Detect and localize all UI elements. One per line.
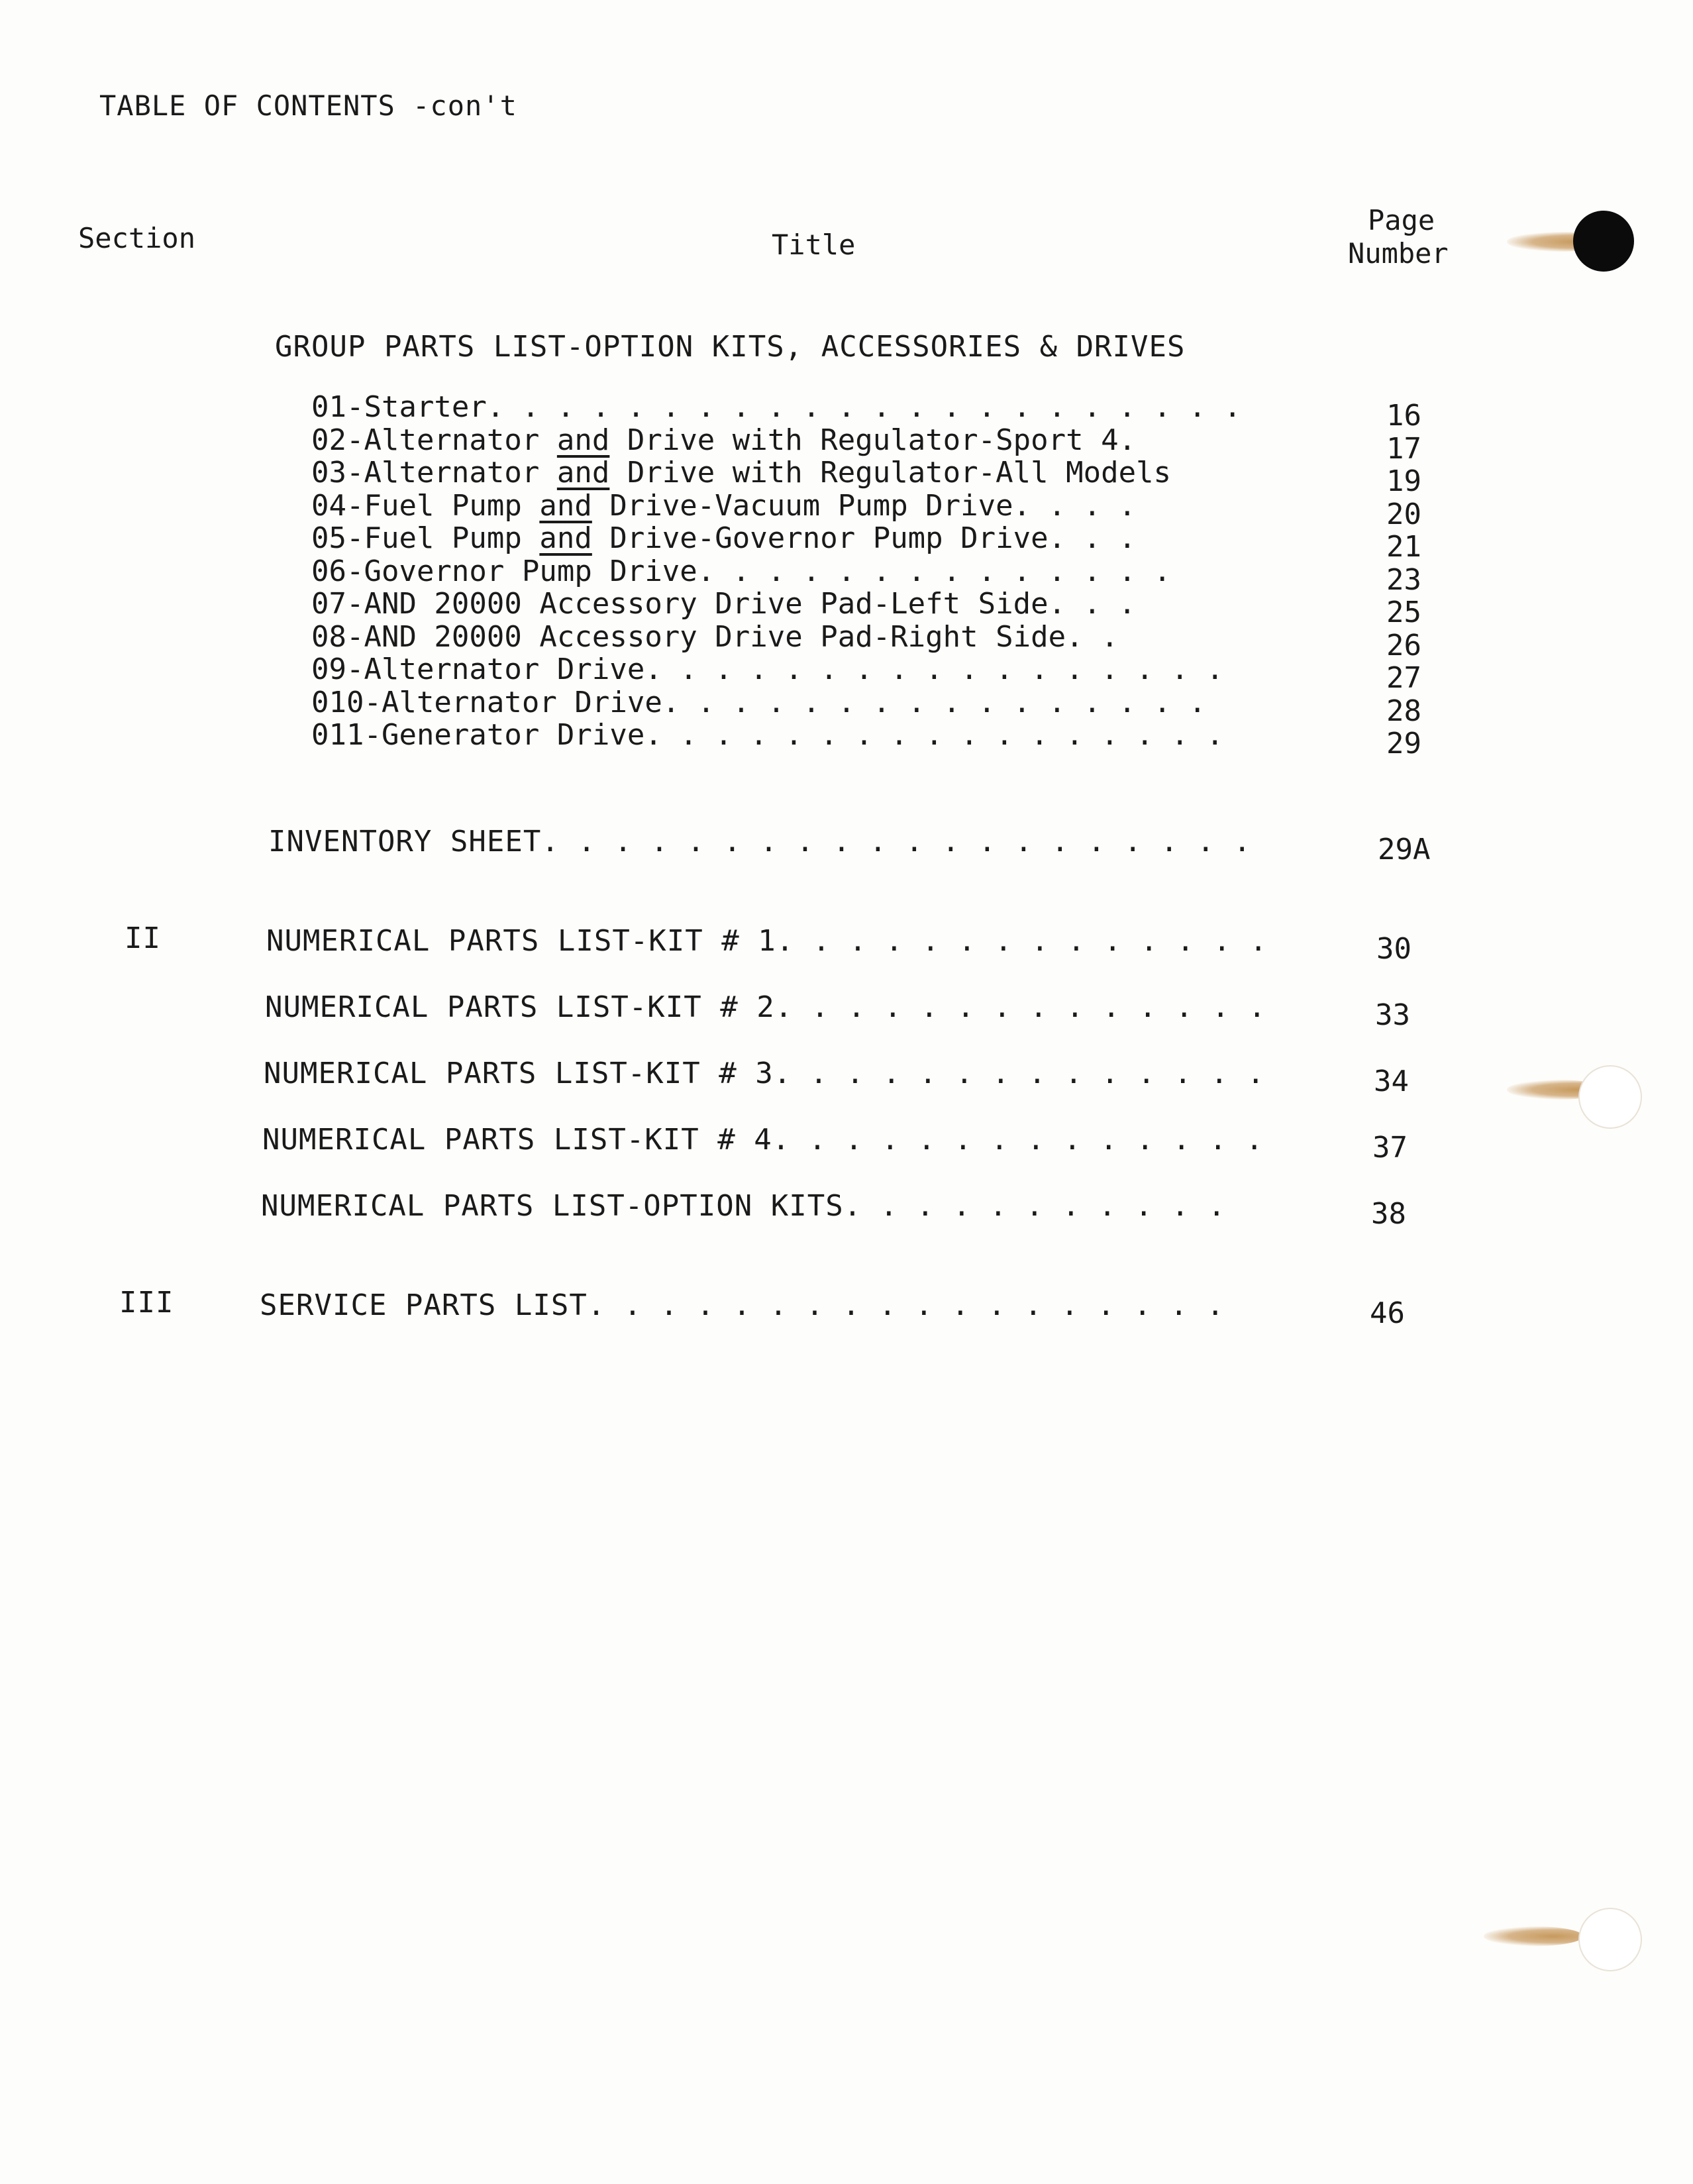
row-title: NUMERICAL PARTS LIST-OPTION KITS — [261, 1189, 844, 1223]
group-title: GROUP PARTS LIST-OPTION KITS, ACCESSORIES & DRIVES — [275, 330, 1186, 364]
entry-title: 010-Alternator Drive — [311, 686, 662, 719]
page-number: 33 — [1375, 998, 1410, 1032]
leader-dots: . . . . — [1013, 489, 1137, 523]
leader-dots: . . . . . . . . . . . — [843, 1189, 1226, 1223]
toc-entry — [311, 621, 1119, 654]
page-number: 29 — [1386, 727, 1421, 760]
entry-title: 03-Alternator — [311, 456, 557, 490]
toc-entry — [311, 653, 1224, 686]
page-number: 26 — [1386, 629, 1421, 662]
binder-hole — [1573, 211, 1634, 272]
toc-entry — [311, 555, 1171, 588]
leader-dots: . . . . . . . . . . . . . . . . — [662, 686, 1207, 719]
row-title: NUMERICAL PARTS LIST-KIT # 4 — [262, 1123, 772, 1157]
entry-title-rest: Drive with Regulator-Sport 4. — [609, 423, 1137, 457]
entry-title: 011-Generator Drive — [311, 718, 645, 752]
leader-dots: . . . . . . . . . . . . . . — [776, 924, 1268, 958]
leader-dots: . . — [1066, 620, 1119, 654]
column-page-line2: Number — [1348, 237, 1449, 270]
leader-dots: . . . . . . . . . . . . . . . . . — [644, 652, 1224, 686]
entry-title-underlined: and — [539, 489, 592, 523]
page-heading: TABLE OF CONTENTS -con't — [99, 89, 517, 122]
leader-dots: . . . . . . . . . . . . . . — [773, 1057, 1265, 1090]
page-number: 30 — [1376, 932, 1411, 966]
leader-dots: . . . . . . . . . . . . . . . . . . . . . . — [486, 390, 1241, 424]
page-number: 46 — [1370, 1296, 1405, 1330]
page-number: 27 — [1386, 661, 1421, 695]
toc-row — [264, 1057, 1265, 1090]
toc-row — [266, 924, 1268, 958]
leader-dots: . . . . . . . . . . . . . . — [697, 554, 1172, 588]
page-number: 19 — [1386, 464, 1421, 498]
section-number: II — [125, 921, 161, 955]
leader-dots: . . . . . . . . . . . . . . — [774, 990, 1266, 1024]
leader-dots: . . . . . . . . . . . . . . — [772, 1123, 1264, 1157]
page-number: 23 — [1386, 563, 1421, 597]
column-section: Section — [78, 222, 196, 254]
row-title: NUMERICAL PARTS LIST-KIT # 1 — [266, 924, 776, 958]
row-title: NUMERICAL PARTS LIST-KIT # 3 — [264, 1057, 774, 1090]
column-title: Title — [772, 229, 856, 261]
page-number: 34 — [1374, 1065, 1409, 1098]
entry-title-underlined: and — [539, 521, 592, 555]
toc-entry — [311, 719, 1224, 752]
toc-row — [261, 1189, 1226, 1223]
entry-title: 08-AND 20000 Accessory Drive Pad-Right Side — [311, 620, 1066, 654]
page-number: 20 — [1386, 497, 1421, 531]
entry-title: 07-AND 20000 Accessory Drive Pad-Left Side — [311, 587, 1049, 621]
page-number: 25 — [1386, 596, 1421, 629]
toc-row — [268, 825, 1251, 858]
entry-title: 06-Governor Pump Drive — [311, 554, 697, 588]
binder-hole — [1578, 1065, 1642, 1129]
entry-title-rest: Drive-Governor Pump Drive — [591, 521, 1049, 555]
page-number: 37 — [1372, 1131, 1408, 1165]
leader-dots: . . . — [1048, 521, 1137, 555]
leader-dots: . . . . . . . . . . . . . . . . . . — [587, 1288, 1225, 1322]
entry-title-underlined: and — [556, 456, 610, 490]
toc-entry — [311, 391, 1241, 424]
toc-entry — [311, 522, 1136, 555]
toc-row — [260, 1288, 1225, 1322]
entry-title: 02-Alternator — [311, 423, 557, 457]
page-number: 17 — [1386, 432, 1421, 466]
toc-entry — [311, 490, 1136, 523]
entry-title-rest: Drive with Regulator-All Models — [609, 456, 1172, 490]
binder-hole — [1578, 1908, 1642, 1971]
row-title: SERVICE PARTS LIST — [260, 1288, 588, 1322]
leader-dots: . . . . . . . . . . . . . . . . . — [644, 718, 1224, 752]
toc-entry — [311, 686, 1206, 719]
page-number: 38 — [1371, 1197, 1406, 1231]
entry-title: 01-Starter — [311, 390, 487, 424]
entry-title: 04-Fuel Pump — [311, 489, 540, 523]
stain-mark — [1484, 1926, 1583, 1946]
toc-entry — [311, 588, 1136, 621]
row-title: NUMERICAL PARTS LIST-KIT # 2 — [265, 990, 775, 1024]
toc-row — [262, 1123, 1264, 1157]
page-number: 29A — [1378, 833, 1431, 866]
entry-title: 09-Alternator Drive — [311, 652, 645, 686]
page-number: 16 — [1386, 399, 1421, 433]
section-number: III — [119, 1286, 174, 1320]
entry-title: 05-Fuel Pump — [311, 521, 540, 555]
entry-title-underlined: and — [556, 423, 610, 457]
row-title: INVENTORY SHEET — [268, 825, 542, 858]
toc-row — [265, 990, 1266, 1024]
leader-dots: . . . — [1048, 587, 1137, 621]
page-number: 28 — [1386, 694, 1421, 728]
page-number: 21 — [1386, 530, 1421, 564]
column-page-line1: Page — [1368, 204, 1435, 236]
entry-title-rest: Drive-Vacuum Pump Drive — [591, 489, 1013, 523]
toc-entry — [311, 456, 1171, 490]
leader-dots: . . . . . . . . . . . . . . . . . . . . — [541, 825, 1252, 858]
toc-entry — [311, 424, 1136, 457]
